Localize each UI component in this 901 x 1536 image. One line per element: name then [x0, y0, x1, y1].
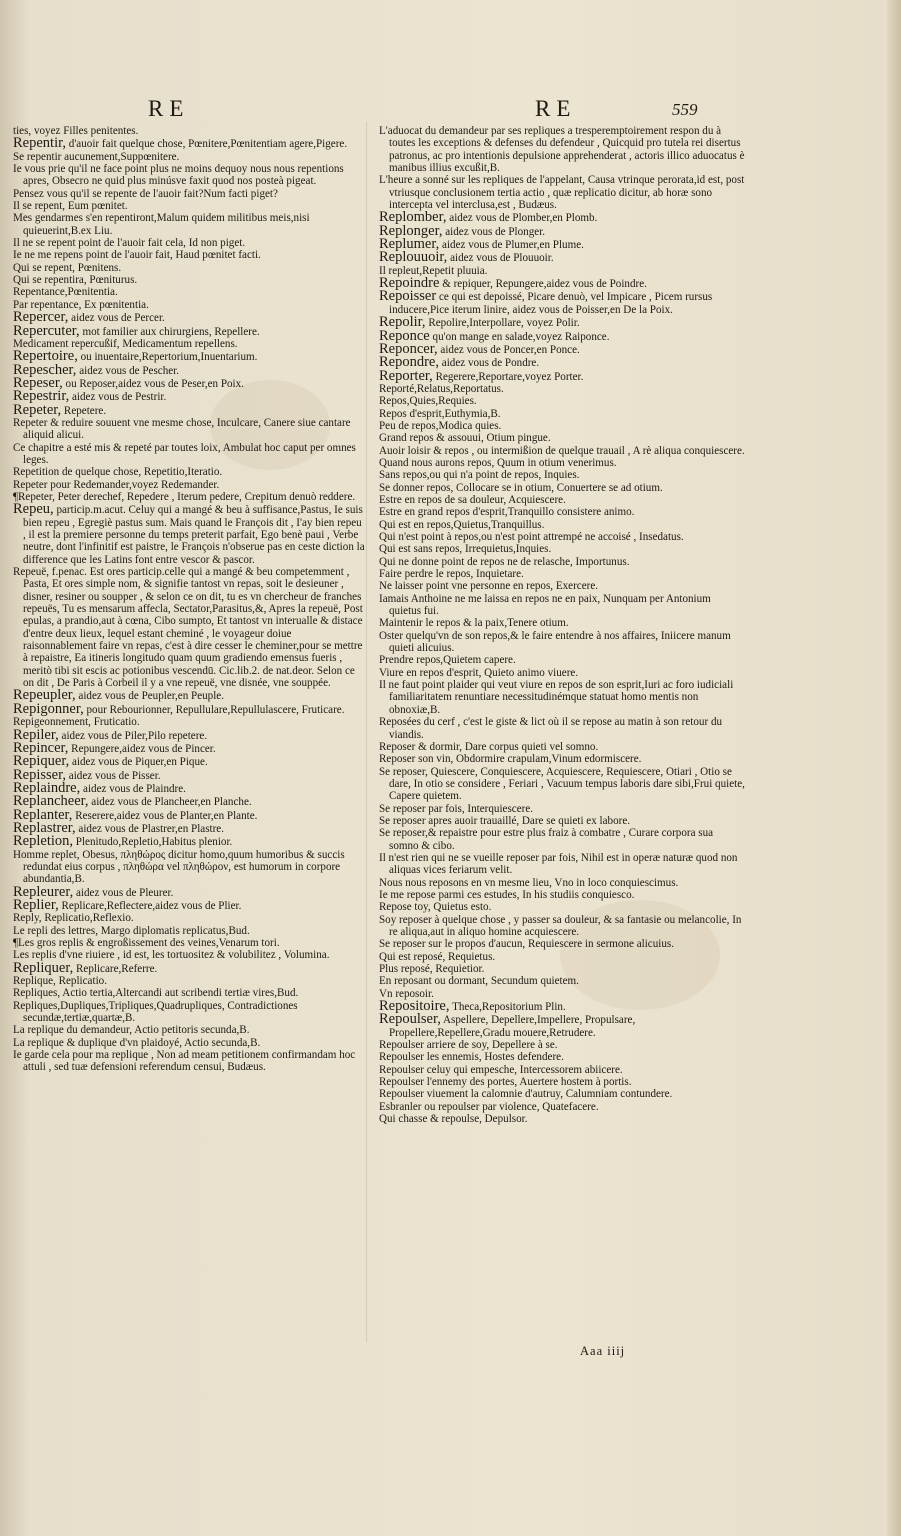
entry-headword: Replanter, — [13, 806, 73, 823]
entry-text: Repolire,Interpollare, voyez Polir. — [428, 317, 580, 330]
entry-text: aidez vous de Plomber,en Plomb. — [449, 212, 598, 225]
entry-headword: Replier, — [13, 896, 59, 913]
dictionary-entry — [379, 543, 745, 555]
dictionary-entry — [379, 457, 745, 469]
dictionary-entry — [13, 1037, 365, 1049]
entry-text: pour Rebourionner, Repullulare,Repullulascere, Fruticare. — [86, 703, 345, 716]
entry-headword: Reponcer, — [379, 340, 438, 357]
dictionary-entry — [13, 975, 365, 987]
dictionary-entry — [379, 877, 745, 889]
dictionary-entry — [379, 852, 745, 877]
entry-text: Repliques, Actio tertia,Altercandi aut scribendi tertiæ vires,Bud. — [13, 987, 299, 1000]
entry-text: Mes gendarmes s'en repentiront,Malum quidem militibus meis,nisi quieuerint,B.ex Liu. — [13, 212, 310, 237]
entry-text: Se reposer apres auoir trauaillé, Dare se quieti ex labore. — [379, 814, 631, 827]
entry-text: Ie me repose parmi ces estudes, In his studiis conquiesco. — [379, 888, 635, 901]
dictionary-entry — [13, 466, 365, 478]
dictionary-entry — [13, 274, 365, 286]
entry-text: Se reposer sur le propos d'aucun, Requiescere in sermone alicuius. — [379, 938, 674, 951]
dictionary-entry — [379, 827, 745, 852]
dictionary-entry — [379, 174, 745, 211]
dictionary-entry — [13, 212, 365, 237]
dictionary-entry — [379, 1113, 745, 1125]
dictionary-entry — [379, 519, 745, 531]
entry-text: Esbranler ou repoulser par violence, Quatefacere. — [379, 1100, 599, 1113]
entry-text: ¶Les gros replis & engroßissement des veines,Venarum tori. — [13, 937, 280, 949]
entry-text: aidez vous de Plancheer,en Planche. — [91, 796, 252, 809]
dictionary-entry — [379, 445, 745, 457]
entry-text: Reserere,aidez vous de Planter,en Plante. — [75, 809, 258, 822]
entry-text: Ie ne me repens point de l'auoir fait, Haud pœnitet facti. — [13, 249, 261, 262]
entry-text: Sans repos,ou qui n'a point de repos, Inquies. — [379, 469, 580, 482]
entry-text: aidez vous de Pisser. — [68, 769, 161, 782]
entry-headword: Replomber, — [379, 209, 447, 226]
entry-text: Repoulser l'ennemy des portes, Auertere hostem à portis. — [379, 1076, 632, 1089]
entry-text: Theca,Repositorium Plin. — [452, 1001, 566, 1014]
entry-text: Il repleut,Repetit pluuia. — [379, 264, 488, 277]
entry-text: Regerere,Reportare,voyez Porter. — [435, 370, 584, 383]
left-column — [13, 125, 365, 1074]
entry-headword: Repeter, — [13, 401, 62, 418]
dictionary-entry — [379, 383, 745, 395]
entry-text: aidez vous de Plaindre. — [83, 782, 186, 795]
running-head-right: RE — [535, 96, 577, 121]
entry-text: Le repli des lettres, Margo diplomatis replicatus,Bud. — [13, 924, 250, 937]
entry-text: Replique, Replicatio. — [13, 975, 107, 988]
entry-text: Reply, Replicatio,Reflexio. — [13, 912, 134, 925]
dictionary-entry — [379, 914, 745, 939]
dictionary-entry — [379, 630, 745, 655]
entry-text: Repoulser arriere de soy, Depellere à se. — [379, 1039, 558, 1052]
dictionary-entry — [13, 163, 365, 188]
entry-text: Iamais Anthoine ne me laissa en repos ne en paix, Nunquam per Antonium quietus fui. — [379, 592, 711, 618]
entry-headword: Repercuter, — [13, 322, 80, 339]
entry-text: aidez vous de Poncer,en Ponce. — [440, 343, 580, 356]
entry-text: L'aduocat du demandeur par ses repliques a tresperemptoirement respon du à toutes les exceptions & defenses du defendeur , Quicquid pro tutela rei disertus patronus, ac pro intentionis depulsione apprehenderat , actoris illico aduocatus è manibus illius excußit,B. — [379, 125, 745, 175]
entry-text: Il se repent, Eum pœnitet. — [13, 200, 128, 213]
dictionary-entry — [379, 531, 745, 543]
dictionary-entry — [13, 249, 365, 261]
entry-text: Medicament repercußif, Medicamentum repellens. — [13, 337, 238, 350]
column-divider — [366, 122, 367, 1342]
dictionary-entry — [379, 367, 745, 384]
entry-text: Ie vous prie qu'il ne face point plus ne moins dequoy nous nous repentions apres, Obsecro ne quid plus minúsve faxit quod nos posteà pigeat. — [13, 163, 344, 188]
entry-text: Il n'est rien qui ne se vueille reposer par fois, Nihil est in operæ naturæ quod non aliquas vices feriarum velit. — [379, 851, 738, 877]
entry-headword: Repestrir, — [13, 388, 70, 405]
dictionary-entry — [13, 322, 365, 339]
page-number: 559 — [672, 100, 698, 119]
entry-headword: Replaindre, — [13, 779, 81, 796]
entry-headword: Repentir, — [13, 135, 66, 152]
entry-text: Vn reposoir. — [379, 987, 434, 1000]
entry-headword: Repiler, — [13, 726, 59, 743]
entry-text: Se reposer par fois, Interquiescere. — [379, 802, 534, 815]
entry-headword: Reponce — [379, 327, 430, 344]
entry-text: Repetere. — [63, 404, 107, 417]
entry-text: Reposer & dormir, Dare corpus quieti vel somno. — [379, 740, 599, 753]
dictionary-entry — [13, 188, 365, 200]
entry-text: Repeter pour Redemander,voyez Redemander. — [13, 478, 220, 491]
entry-text: Plenitudo,Repletio,Habitus plenior. — [75, 836, 233, 849]
entry-text: Se reposer, Quiescere, Conquiescere, Acquiescere, Requiescere, Otiari , Otio se dare, In otio se considere , Feriari , Vacuum tempus laboris dare sibi,Frui quiete, Capere quietem. — [379, 765, 745, 803]
dictionary-entry — [379, 482, 745, 494]
entry-headword: Repercer, — [13, 309, 69, 326]
entry-text: Replicare,Referre. — [76, 962, 158, 975]
dictionary-entry — [379, 766, 745, 803]
entry-headword: Replastrer, — [13, 819, 76, 836]
entry-headword: Repigonner, — [13, 700, 84, 717]
dictionary-entry — [379, 568, 745, 580]
dictionary-entry — [13, 716, 365, 728]
dictionary-entry — [379, 556, 745, 568]
entry-text: aidez vous de Piquer,en Pique. — [71, 756, 208, 769]
entry-headword: Replonger, — [379, 222, 443, 239]
entry-text: Quand nous aurons repos, Quum in otium venerimus. — [379, 456, 617, 469]
dictionary-entry — [13, 1024, 365, 1036]
entry-text: Maintenir le repos & la paix,Tenere otium. — [379, 617, 569, 630]
dictionary-entry — [379, 951, 745, 963]
entry-text: aidez vous de Plumer,en Plume. — [442, 239, 584, 252]
signature-mark: Aaa iiij — [580, 1344, 626, 1358]
entry-text: aidez vous de Plouuoir. — [450, 252, 554, 265]
dictionary-entry — [13, 849, 365, 886]
entry-headword: Replancheer, — [13, 793, 89, 810]
entry-text: ¶Repeter, Peter derechef, Repedere , Iterum pedere, Crepitum denuò reddere. — [13, 490, 356, 503]
dictionary-entry — [379, 1076, 745, 1088]
entry-text: ou inuentaire,Repertorium,Inuentarium. — [80, 351, 258, 364]
entry-text: aidez vous de Pondre. — [441, 357, 540, 370]
entry-text: Homme replet, Obesus, πληθώρος dicitur homo,quum humoribus & succis redundat eius corpus , πληθώρα vel πληθώρον, est humorum in corpore abundantia,B. — [13, 848, 345, 886]
dictionary-entry — [379, 975, 745, 987]
entry-text: Repigeonnement, Fruticatio. — [13, 716, 140, 729]
dictionary-entry — [13, 896, 365, 913]
entry-text: Repos,Quies,Requies. — [379, 395, 477, 408]
running-head-left: RE — [148, 96, 190, 121]
entry-headword: Repoulser, — [379, 1011, 441, 1028]
entry-text: ce qui est depoissé, Picare denuò, vel Impicare , Picem rursus inducere,Pice iterum linire, aidez vous de Poisser,en De la Poix. — [389, 291, 713, 316]
entry-text: Estre en grand repos d'esprit,Tranquillo consistere animo. — [379, 506, 635, 519]
entry-headword: Reporter, — [379, 367, 433, 384]
dictionary-entry — [379, 580, 745, 592]
entry-headword: Repincer, — [13, 739, 69, 756]
entry-text: Qui se repentira, Pœniturus. — [13, 274, 138, 287]
entry-text: ties, voyez Filles penitentes. — [13, 125, 139, 137]
dictionary-entry — [13, 566, 365, 689]
entry-text: Grand repos & assouui, Otium pingue. — [379, 432, 551, 445]
entry-text: Qui est en repos,Quietus,Tranquillus. — [379, 518, 545, 531]
dictionary-entry — [13, 262, 365, 274]
entry-headword: Repletion, — [13, 833, 74, 850]
entry-text: mot familier aux chirurgiens, Repellere. — [82, 325, 260, 338]
dictionary-entry — [13, 417, 365, 442]
entry-text: & repiquer, Repungere,aidez vous de Poindre. — [442, 278, 647, 291]
entry-text: Ie garde cela pour ma replique , Non ad meam petitionem confirmandam hoc attuli , sed tuæ defensioni referendum censui, Budæus. — [13, 1049, 356, 1074]
dictionary-entry — [379, 432, 745, 444]
entry-text: Ne laisser point vne personne en repos, Exercere. — [379, 580, 599, 593]
entry-headword: Repondre, — [379, 354, 439, 371]
entry-text: aidez vous de Plonger. — [445, 225, 546, 238]
entry-text: Se donner repos, Collocare se in otium, Conuertere se ad otium. — [379, 481, 663, 494]
dictionary-entry — [13, 442, 365, 467]
page-edge — [887, 0, 901, 1536]
dictionary-entry — [13, 237, 365, 249]
entry-text: Qui n'est point à repos,ou n'est point attrempé ne accoisé , Insedatus. — [379, 531, 684, 543]
entry-text: aidez vous de Percer. — [71, 312, 165, 325]
entry-text: Peu de repos,Modica quies. — [379, 419, 502, 432]
entry-headword: Repiquer, — [13, 753, 70, 770]
entry-headword: Repeser, — [13, 374, 63, 391]
entry-text: aidez vous de Pescher. — [79, 364, 180, 377]
dictionary-entry — [13, 361, 365, 378]
entry-text: Soy reposer à quelque chose , y passer sa douleur, & sa fantasie ou melancolie, In re aliqua,aut in aliquo homine acquiescere. — [379, 913, 742, 938]
entry-text: Par repentance, Ex pœnitentia. — [13, 298, 149, 311]
entry-text: d'auoir fait quelque chose, Pœnitere,Pœnitentiam agere,Pigere. — [68, 138, 348, 151]
dictionary-entry — [13, 491, 365, 503]
entry-text: Oster quelqu'vn de son repos,& le faire entendre à nos affaires, Iniicere manum quieti alicuius. — [379, 629, 731, 655]
entry-text: aidez vous de Pleurer. — [76, 886, 174, 899]
dictionary-entry — [379, 716, 745, 741]
dictionary-entry — [13, 286, 365, 298]
entry-text: Repungere,aidez vous de Pincer. — [71, 742, 216, 755]
dictionary-entry — [379, 593, 745, 618]
entry-text: aidez vous de Piler,Pilo repetere. — [61, 729, 208, 742]
dictionary-entry — [13, 883, 365, 900]
dictionary-entry — [379, 679, 745, 716]
dictionary-entry — [13, 479, 365, 491]
entry-text: ou Reposer,aidez vous de Peser,en Poix. — [65, 377, 244, 390]
dictionary-entry — [13, 1000, 365, 1025]
entry-headword: Repisser, — [13, 766, 66, 783]
dictionary-entry — [379, 963, 745, 975]
entry-headword: Repescher, — [13, 361, 77, 378]
entry-text: Reposées du cerf , c'est le giste & lict où il se repose au matin à son retour du viandis. — [379, 716, 723, 741]
dictionary-entry — [379, 753, 745, 765]
dictionary-entry — [379, 1013, 745, 1039]
entry-text: Repentance,Pœnitentia. — [13, 286, 118, 299]
dictionary-entry — [379, 290, 745, 316]
entry-text: Repose toy, Quietus esto. — [379, 901, 492, 914]
entry-headword: Repeupler, — [13, 687, 76, 704]
dictionary-entry — [379, 1039, 745, 1051]
entry-text: Reporté,Relatus,Reportatus. — [379, 382, 504, 395]
entry-headword: Repolir, — [379, 314, 426, 331]
dictionary-entry — [379, 617, 745, 629]
entry-text: La replique & duplique d'vn plaidoyé, Actio secunda,B. — [13, 1036, 261, 1049]
dictionary-entry — [379, 494, 745, 506]
dictionary-entry — [379, 1064, 745, 1076]
entry-text: Prendre repos,Quietem capere. — [379, 654, 516, 667]
entry-headword: Repeu, — [13, 501, 54, 518]
dictionary-entry — [13, 959, 365, 976]
entry-text: Qui est reposé, Requietus. — [379, 950, 496, 963]
entry-text: Repoulser les ennemis, Hostes defendere. — [379, 1051, 564, 1064]
entry-headword: Repleurer, — [13, 883, 74, 900]
entry-text: Replicare,Reflectere,aidez vous de Plier. — [61, 899, 242, 912]
dictionary-entry — [379, 506, 745, 518]
entry-text: Ce chapitre a esté mis & repeté par toutes loix, Ambulat hoc caput per omnes leges. — [13, 441, 356, 466]
dictionary-entry — [13, 987, 365, 999]
dictionary-entry — [13, 503, 365, 566]
dictionary-entry — [379, 251, 745, 264]
entry-text: Qui ne donne point de repos ne de relasche, Importunus. — [379, 555, 630, 568]
entry-text: Qui se repent, Pœnitens. — [13, 261, 122, 274]
dictionary-entry — [13, 151, 365, 163]
entry-text: aidez vous de Pestrir. — [71, 391, 167, 404]
entry-text: aidez vous de Plastrer,en Plastre. — [78, 822, 225, 835]
entry-text: Repoulser viuement la calomnie d'autruy, Calumniam contundere. — [379, 1088, 673, 1101]
entry-headword: Repoindre — [379, 275, 440, 292]
dictionary-entry — [379, 938, 745, 950]
entry-text: Plus reposé, Requietior. — [379, 963, 485, 976]
entry-text: Qui chasse & repoulse, Depulsor. — [379, 1113, 528, 1126]
dictionary-entry — [379, 1088, 745, 1100]
dictionary-entry — [379, 420, 745, 432]
dictionary-entry — [379, 395, 745, 407]
entry-text: Repeter & reduire souuent vne mesme chose, Inculcare, Canere siue cantare aliquid alicui. — [13, 416, 351, 442]
dictionary-entry — [379, 316, 745, 329]
right-column — [379, 125, 745, 1126]
dictionary-entry — [13, 835, 365, 848]
entry-text: Estre en repos de sa douleur, Acquiescere. — [379, 493, 566, 506]
dictionary-entry — [379, 815, 745, 827]
entry-text: Repos d'esprit,Euthymia,B. — [379, 407, 501, 420]
entry-text: Il ne faut point plaider qui veut viure en repos de son esprit,Iuri ac foro iudiciali familiaritatem renuntiare necessitudinémque statuat homo mentis non obnoxiæ,B. — [379, 679, 734, 716]
entry-text: Pensez vous qu'il se repente de l'auoir fait?Num facti piget? — [13, 187, 278, 200]
entry-headword: Repositoire, — [379, 998, 450, 1015]
entry-text: Les replis d'vne riuiere , id est, les tortuositez & volubilitez , Volumina. — [13, 949, 330, 962]
dictionary-entry — [13, 925, 365, 937]
entry-headword: Repoisser — [379, 288, 437, 305]
dictionary-entry — [379, 654, 745, 666]
entry-text: La replique du demandeur, Actio petitoris secunda,B. — [13, 1024, 250, 1037]
dictionary-entry — [379, 803, 745, 815]
entry-text: Auoir loisir & repos , ou intermißion de quelque trauail , A rè aliqua conquiescere. — [379, 444, 745, 457]
dictionary-entry — [13, 700, 365, 717]
entry-headword: Replumer, — [379, 236, 440, 253]
entry-text: Repliques,Dupliques,Tripliques,Quadrupliques, Contradictiones secundæ,tertiæ,quartæ,B. — [13, 999, 298, 1025]
entry-text: qu'on mange en salade,voyez Raiponce. — [432, 330, 610, 343]
entry-text: Il ne se repent point de l'auoir fait cela, Id non piget. — [13, 237, 246, 250]
dictionary-entry — [379, 667, 745, 679]
entry-text: Nous nous reposons en vn mesme lieu, Vno in loco conquiescimus. — [379, 876, 679, 889]
entry-headword: Repertoire, — [13, 348, 78, 365]
entry-text: aidez vous de Peupler,en Peuple. — [78, 690, 225, 703]
dictionary-entry — [13, 137, 365, 150]
dictionary-entry — [13, 200, 365, 212]
dictionary-entry — [379, 889, 745, 901]
dictionary-entry — [13, 912, 365, 924]
entry-text: Repeuë, f.penac. Est ores particip.celle qui a mangé & beu competemment , Pasta, Et ores simple nom, & signifie tantost vn repas, soit le desieuner , disner, resiner ou soupper , & selon ce on dit, tu es vn chercheur de franches repeuës, Tu es mensarum affecla, Sectator,Parasitus,&, Apres la repeuë, Post epulas, a prandio,aut à cœna, Cibo sumpto, Et tantost vn interualle & distace d'entre deux lieux, lequel estant cheminé , le voyageur doiue raisonnablement faire vn repas, c'est à dire cesser le cheminer,pour se mettre à repaistre, Ea itineris longitudo quam quum gradiendo emensus fueris , meritò tibi sit escis ac potionibus vescendū. Cic.lib.2. de nat.deor. Selon ce on dit , De Paris à Corbeil il y a vne repeuë, vne disnée, vne souppée. — [13, 566, 363, 690]
entry-text: Se repentir aucunement,Suppœnitere. — [13, 150, 180, 163]
dictionary-entry — [13, 401, 365, 418]
dictionary-entry — [379, 741, 745, 753]
entry-text: Faire perdre le repos, Inquietare. — [379, 568, 524, 581]
dictionary-entry — [13, 937, 365, 949]
entry-text: Repetition de quelque chose, Repetitio,Iteratio. — [13, 466, 223, 479]
entry-text: particip.m.acut. Celuy qui a mangé & beu à suffisance,Pastus, Ie suis bien repeu , Egregiè pastus sum. Mais quand le François dit , I'ay bien repeu , il est la premiere personne du temps preterit parfait, Ego benè paui , Verbe neutre, dont l'infinitif est paistre, le François n'obserue pas en ceste diction la difference que les Latins font entre vescor & pascor. — [23, 504, 365, 566]
dictionary-entry — [379, 408, 745, 420]
dictionary-entry — [379, 1101, 745, 1113]
entry-headword: Replouuoir, — [379, 249, 448, 266]
entry-text: L'heure a sonné sur les repliques de l'appelant, Causa vtrinque perorata,id est, post vtriusque conclusionem tertia actio , quæ replicatio dicitur, ab horæ sono intercepta vel interclusa,est , Budæus. — [379, 174, 745, 212]
dictionary-entry — [13, 390, 365, 403]
dictionary-entry — [379, 901, 745, 913]
entry-headword: Repliquer, — [13, 959, 74, 976]
entry-text: En reposant ou dormant, Secundum quietem. — [379, 975, 579, 988]
dictionary-entry — [13, 1049, 365, 1074]
entry-text: Qui est sans repos, Irrequietus,Inquies. — [379, 543, 552, 556]
entry-text: Se reposer,& repaistre pour estre plus fraiz à combatre , Curare corpora sua somno & cibo. — [379, 827, 714, 852]
dictionary-entry — [379, 356, 745, 369]
entry-text: Viure en repos d'esprit, Quieto animo viuere. — [379, 666, 579, 679]
dictionary-entry — [379, 1051, 745, 1063]
dictionary-entry — [379, 469, 745, 481]
entry-text: Reposer son vin, Obdormire crapulam,Vinum edormiscere. — [379, 753, 642, 766]
entry-text: Repoulser celuy qui empesche, Intercessorem abiicere. — [379, 1063, 623, 1076]
dictionary-entry — [379, 125, 745, 174]
entry-text: Aspellere, Depellere,Impellere, Propulsare, Propellere,Repellere,Gradu mouere,Retrudere. — [389, 1014, 636, 1039]
